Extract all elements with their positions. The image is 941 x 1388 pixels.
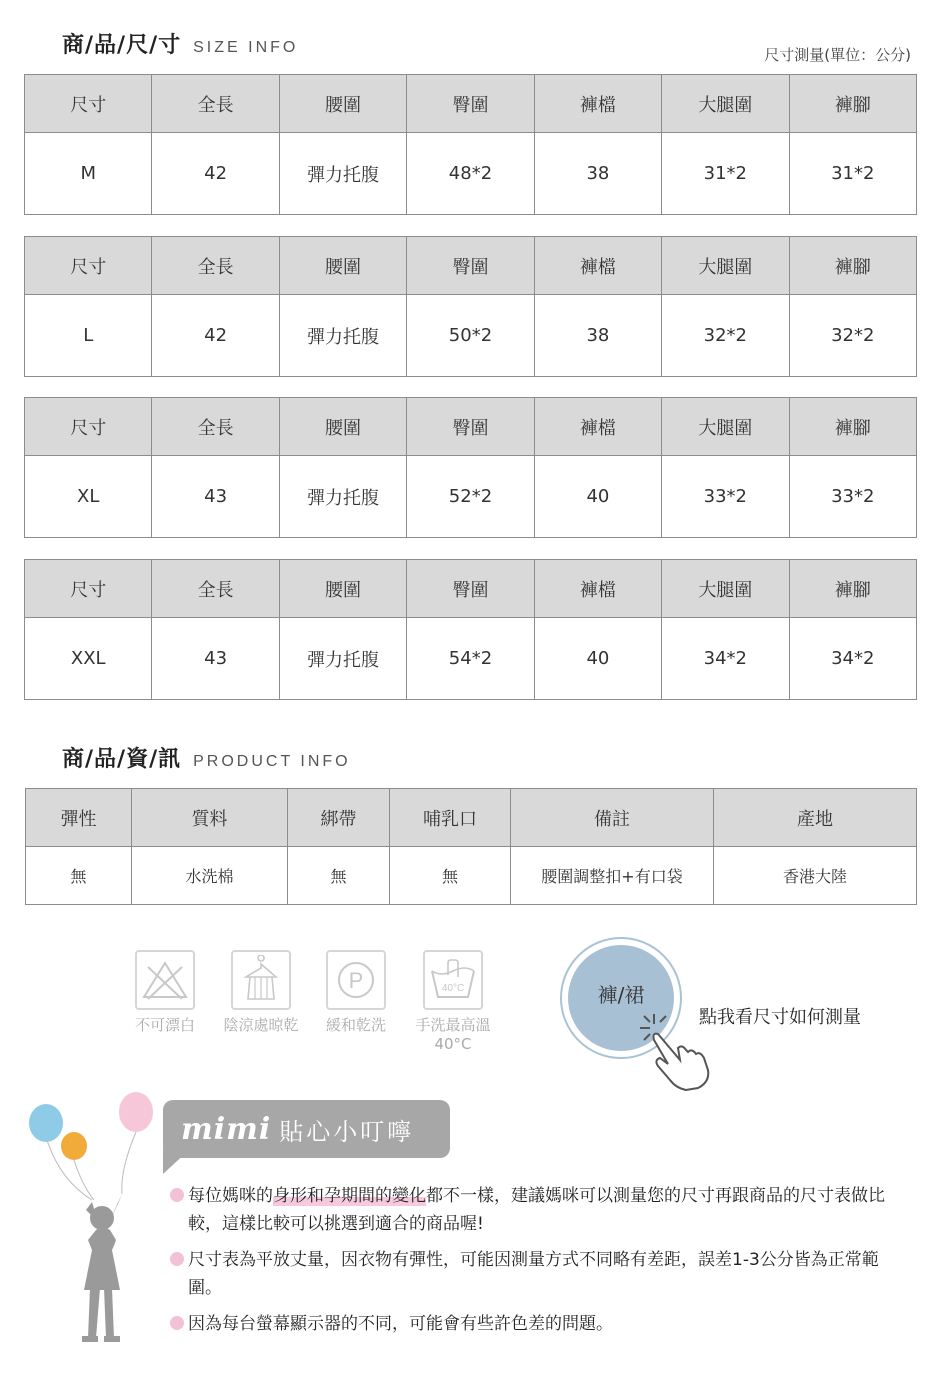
header-cell: 全長 (152, 75, 279, 133)
header-cell: 尺寸 (25, 398, 152, 456)
brand-logo-text: mimi (181, 1111, 272, 1147)
waist-cell: 彈力托腹 (279, 618, 406, 700)
header-cell: 褲檔 (534, 237, 661, 295)
header-cell: 褲檔 (534, 75, 661, 133)
header-cell: 尺寸 (25, 75, 152, 133)
header-cell: 腰圍 (279, 560, 406, 618)
unit-note: 尺寸測量(單位：公分) (764, 46, 911, 64)
care-label: 緩和乾洗 (325, 1016, 386, 1034)
dry-clean-p-icon (326, 950, 386, 1010)
header-cell: 大腿圍 (662, 398, 789, 456)
tip-item (170, 1310, 910, 1338)
tips-list (170, 1182, 910, 1346)
no-bleach-icon (135, 950, 195, 1010)
header-cell: 褲腳 (789, 237, 916, 295)
waist-cell: 彈力托腹 (279, 295, 406, 377)
header-cell: 大腿圍 (662, 237, 789, 295)
strap-cell: 無 (288, 847, 390, 905)
header-cell: 褲檔 (534, 398, 661, 456)
bullet-dot-icon (170, 1188, 184, 1202)
tip-highlight: 身形和孕期間的變化 (273, 1186, 426, 1206)
product-info-title-zh: 商/品/資/訊 (62, 747, 182, 772)
header-cell: 備註 (511, 789, 714, 847)
product-info-table (25, 788, 917, 905)
header-cell: 褲檔 (534, 560, 661, 618)
material-cell: 水洗棉 (132, 847, 288, 905)
size-cell: M (25, 133, 152, 215)
care-hand-wash (408, 950, 498, 1054)
header-cell: 臀圍 (407, 75, 534, 133)
header-cell: 彈性 (26, 789, 132, 847)
care-label: 手洗最高溫 40°C (415, 1016, 491, 1053)
pink-balloon-icon (119, 1092, 153, 1132)
tip-item (170, 1182, 910, 1238)
remark-cell: 腰圍調整扣+有口袋 (511, 847, 714, 905)
rise-cell: 40 (534, 618, 661, 700)
header-cell: 尺寸 (25, 237, 152, 295)
thigh-cell: 31*2 (662, 133, 789, 215)
header-cell: 綁帶 (288, 789, 390, 847)
waist-cell: 彈力托腹 (279, 133, 406, 215)
header-cell: 臀圍 (407, 560, 534, 618)
header-cell: 全長 (152, 237, 279, 295)
tip-text: 尺寸表為平放丈量，因衣物有彈性，可能因測量方式不同略有差距，誤差1-3公分皆為正常範圍。 (188, 1250, 879, 1298)
tip-item (170, 1246, 910, 1302)
waist-cell: 彈力托腹 (279, 456, 406, 538)
blue-balloon-icon (29, 1104, 63, 1142)
header-cell: 褲腳 (789, 560, 916, 618)
thigh-cell: 33*2 (662, 456, 789, 538)
elasticity-cell: 無 (26, 847, 132, 905)
care-dry-clean (311, 950, 401, 1035)
origin-cell: 香港大陸 (714, 847, 917, 905)
wash-temp-text: 40°C (441, 983, 465, 994)
svg-text:P: P (348, 968, 364, 993)
thigh-cell: 32*2 (662, 295, 789, 377)
length-cell: 43 (152, 456, 279, 538)
tip-text: 因為每台螢幕顯示器的不同，可能會有些許色差的問題。 (188, 1314, 613, 1334)
length-cell: 42 (152, 295, 279, 377)
header-cell: 褲腳 (789, 398, 916, 456)
measure-guide-link[interactable]: 點我看尺寸如何測量 (699, 1007, 861, 1028)
hem-cell: 32*2 (789, 295, 916, 377)
header-cell: 褲腳 (789, 75, 916, 133)
balloon-girl-illustration (20, 1090, 165, 1380)
size-info-title-en: SIZE INFO (193, 39, 299, 56)
care-shade-dry (216, 950, 306, 1035)
shade-dry-icon (231, 950, 291, 1010)
length-cell: 42 (152, 133, 279, 215)
rise-cell: 38 (534, 133, 661, 215)
hem-cell: 31*2 (789, 133, 916, 215)
product-info-title-en: PRODUCT INFO (193, 753, 351, 770)
hip-cell: 54*2 (407, 618, 534, 700)
hip-cell: 50*2 (407, 295, 534, 377)
header-cell: 大腿圍 (662, 75, 789, 133)
header-cell: 臀圍 (407, 398, 534, 456)
length-cell: 43 (152, 618, 279, 700)
care-label: 不可漂白 (134, 1016, 195, 1034)
nursing-cell: 無 (390, 847, 511, 905)
header-cell: 產地 (714, 789, 917, 847)
header-cell: 腰圍 (279, 398, 406, 456)
hem-cell: 34*2 (789, 618, 916, 700)
header-cell: 臀圍 (407, 237, 534, 295)
size-table-xxl (24, 559, 917, 700)
bullet-dot-icon (170, 1316, 184, 1330)
hand-wash-40-icon (423, 950, 483, 1010)
bullet-dot-icon (170, 1252, 184, 1266)
header-cell: 哺乳口 (390, 789, 511, 847)
measure-circle-label: 褲/裙 (597, 982, 645, 1007)
hem-cell: 33*2 (789, 456, 916, 538)
size-table-l (24, 236, 917, 377)
tip-text: 都不一樣，建議媽咪可以測量您的尺寸再跟商品的尺寸表做比較，這樣比較可以挑選到適合的商品喔! (188, 1186, 885, 1234)
size-cell: XL (25, 456, 152, 538)
header-cell: 全長 (152, 560, 279, 618)
product-info-title (62, 742, 351, 773)
hip-cell: 48*2 (407, 133, 534, 215)
size-info-title-zh: 商/品/尺/寸 (62, 33, 182, 58)
care-label: 陰涼處晾乾 (223, 1016, 299, 1034)
size-info-title (62, 28, 298, 59)
size-cell: L (25, 295, 152, 377)
hip-cell: 52*2 (407, 456, 534, 538)
child-silhouette-icon (82, 1194, 122, 1342)
header-cell: 腰圍 (279, 75, 406, 133)
rise-cell: 40 (534, 456, 661, 538)
tips-bubble (163, 1100, 450, 1158)
thigh-cell: 34*2 (662, 618, 789, 700)
rise-cell: 38 (534, 295, 661, 377)
header-cell: 大腿圍 (662, 560, 789, 618)
header-cell: 尺寸 (25, 560, 152, 618)
care-no-bleach (120, 950, 210, 1035)
size-table-m (24, 74, 917, 215)
size-cell: XXL (25, 618, 152, 700)
bubble-tail (163, 1150, 189, 1174)
header-cell: 質料 (132, 789, 288, 847)
header-cell: 全長 (152, 398, 279, 456)
size-table-xl (24, 397, 917, 538)
tip-text: 每位媽咪的 (188, 1186, 273, 1206)
header-cell: 腰圍 (279, 237, 406, 295)
tips-title: 貼心小叮嚀 (279, 1117, 415, 1146)
orange-balloon-icon (61, 1132, 87, 1160)
